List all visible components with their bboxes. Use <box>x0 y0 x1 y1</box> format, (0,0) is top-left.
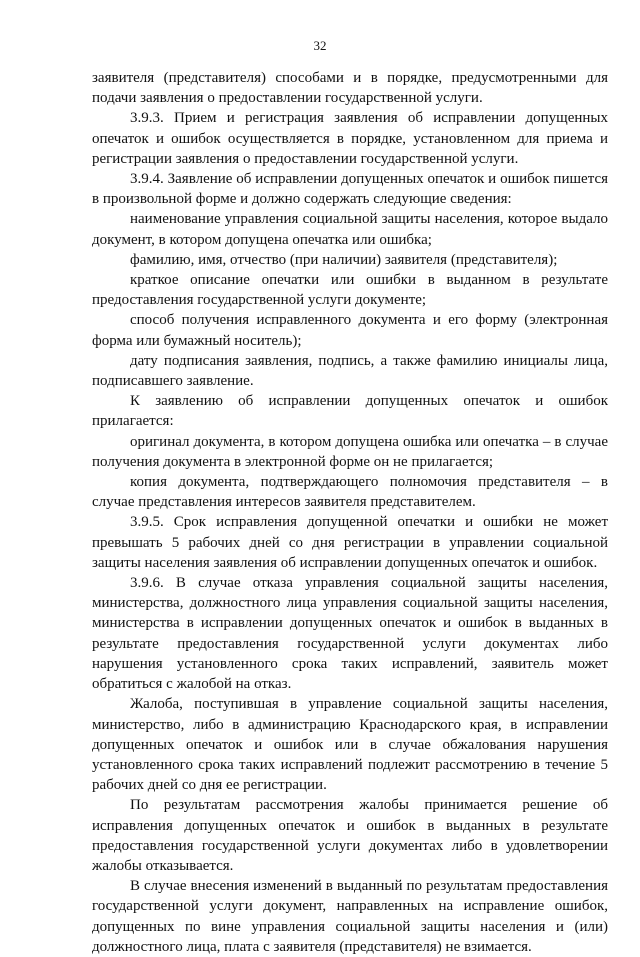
paragraph: копия документа, подтверждающего полномочия представителя – в случае представления интересов заявителя представителем. <box>92 474 608 511</box>
paragraph: В случае внесения изменений в выданный по результатам предоставления государственной услуги документ, направленных на исправление ошибок, допущенных по вине управления социальной защиты населения и (или) должностного лица, плата с заявителя (представителя) не взимается. <box>92 878 608 955</box>
paragraph: краткое описание опечатки или ошибки в выданном в результате предоставления государственной услуги документе; <box>92 272 608 309</box>
paragraph: дату подписания заявления, подпись, а также фамилию инициалы лица, подписавшего заявление. <box>92 352 608 390</box>
paragraph: 3.9.4. Заявление об исправлении допущенных опечаток и ошибок пишется в произвольной форме и должно содержать следующие сведения: <box>92 171 608 208</box>
paragraph: 3.9.3. Прием и регистрация заявления об исправлении допущенных опечаток и ошибок осуществляется в порядке, установленном для приема и регистрации заявления о предоставлении государственной услуги. <box>92 110 608 167</box>
paragraph: оригинал документа, в котором допущена ошибка или опечатка – в случае получения документа в электронной форме он не прилагается; <box>92 433 608 470</box>
paragraph: Жалоба, поступившая в управление социальной защиты населения, министерство, либо в администрацию Краснодарского края, в исправлении допущенных опечаток и ошибок или в случае обжалования нарушения установленного срока таких исправлений подлежит рассмотрению в течение 5 рабочих дней со дня ее регистрации. <box>92 696 608 794</box>
paragraph: 3.9.6. В случае отказа управления социальной защиты населения, министерства, должностного лица управления социальной защиты населения, министерства в исправлении допущенных опечаток и ошибок в выданных в результате предоставления государственной услуги документах либо нарушения установленного срока таких исправлений, заявитель может обратиться с жалобой на отказ. <box>92 575 608 693</box>
page-number: 32 <box>313 38 327 53</box>
paragraph: фамилию, имя, отчество (при наличии) заявителя (представителя); <box>130 251 558 268</box>
paragraph: наименование управления социальной защиты населения, которое выдало документ, в котором допущена опечатка или ошибка; <box>92 211 608 248</box>
paragraph: По результатам рассмотрения жалобы принимается решение об исправления допущенных опечаток и ошибок в выданных в результате предоставления государственной услуги документах либо в удовлетворении жалобы отказывается. <box>92 797 608 874</box>
paragraph: К заявлению об исправлении допущенных опечаток и ошибок прилагается: <box>92 393 608 430</box>
paragraph: заявителя (представителя) способами и в порядке, предусмотренными для подачи заявления о предоставлении государственной услуги. <box>92 70 608 107</box>
paragraph: способ получения исправленного документа и его форму (электронная форма или бумажный носитель); <box>92 312 608 349</box>
document-body <box>92 68 608 957</box>
paragraph: 3.9.5. Срок исправления допущенной опечатки и ошибки не может превышать 5 рабочих дней со дня регистрации в управлении социальной защиты населения заявления об исправлении допущенных опечаток и ошибок. <box>92 514 608 571</box>
